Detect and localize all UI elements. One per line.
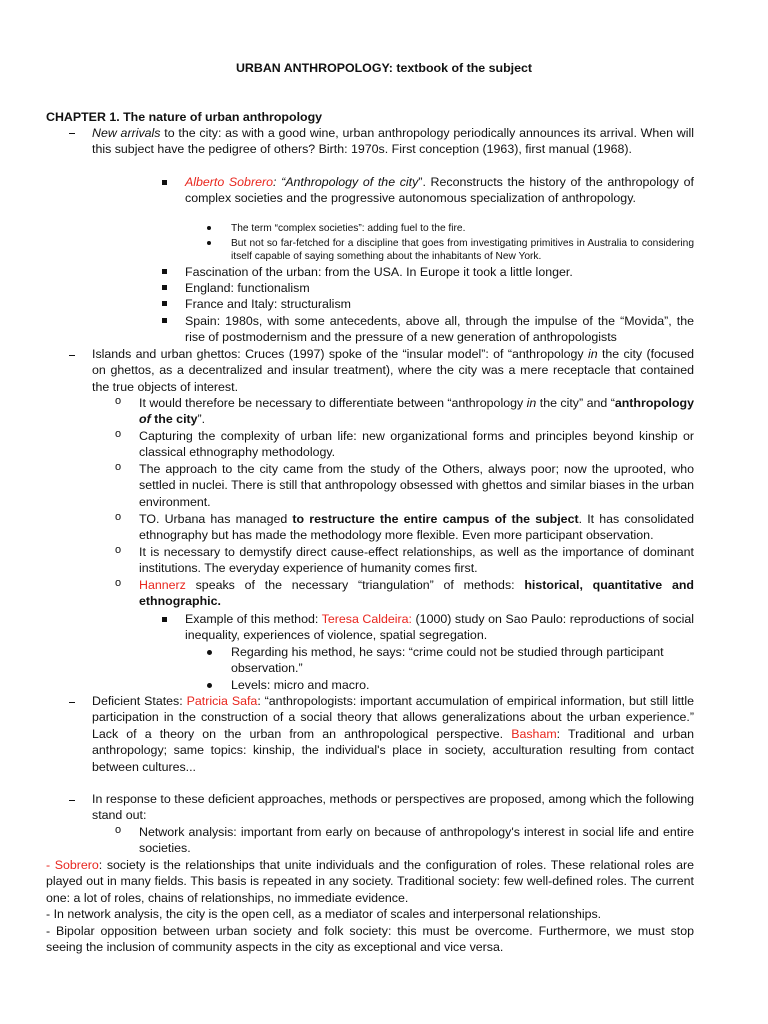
- circle-bullet-icon: o: [115, 461, 122, 473]
- circle-bullet-icon: o: [115, 395, 122, 407]
- paragraph-approach-others: The approach to the city came from the study of the Others, always poor; now the uprooted, who settled in nuclei. There is still that anthropology obsessed with ghettos and similar biases in the urban environment.: [139, 462, 694, 509]
- text-bold: the city: [150, 412, 198, 427]
- text-body: . It has consolidated ethnography but has made the methodology more flexible. Even more participant observation.: [139, 512, 695, 543]
- paragraph-complexity: Capturing the complexity of urban life: new organizational forms and principles beyond kinship or classical ethnography methodology.: [139, 429, 694, 460]
- author-name: - Sobrero: [46, 858, 99, 872]
- circle-bullet-icon: o: [115, 428, 122, 440]
- square-bullet-icon: [162, 180, 167, 185]
- text-of-italic: of: [139, 412, 151, 427]
- text-bold: to restructure the entire campus of the subject: [292, 512, 579, 526]
- paragraph-france-italy: France and Italy: structuralism: [185, 297, 351, 311]
- paragraph-new-arrivals: [92, 125, 694, 158]
- text-body: TO. Urbana has managed: [139, 512, 293, 526]
- text-body: ”.: [197, 412, 206, 427]
- paragraph-deficient-states: [92, 693, 694, 775]
- square-bullet-icon: [162, 269, 167, 274]
- text-body: to the city: as with a good wine, urban anthropology periodically announces its arrival. When will this subject have the pedigree of others? Birth: 1970s. First conception (1963), first manual (1968).: [92, 126, 694, 157]
- paragraph-demystify: It is necessary to demystify direct cause-effect relationships, as well as the importance of dominant institutions. The everyday experience of humanity comes first.: [139, 545, 694, 576]
- square-bullet-icon: [162, 301, 167, 306]
- paragraph-to-urbana: [139, 511, 694, 544]
- text-body: Deficient States:: [92, 694, 187, 708]
- disc-bullet-icon: [207, 226, 211, 230]
- paragraph-network-analysis: Network analysis: important from early on because of anthropology's interest in social life and entire societies.: [139, 825, 694, 856]
- text-colon: :: [273, 175, 282, 189]
- paragraph-levels: Levels: micro and macro.: [231, 678, 370, 692]
- paragraph-sobrero: [185, 174, 694, 207]
- text-body: : Traditional and urban anthropology; same topics: kinship, the individual's place in society, acculturation resulting from contact between cultures...: [92, 726, 694, 774]
- paragraph-islands-ghettos: [92, 346, 694, 395]
- circle-bullet-icon: o: [115, 577, 122, 589]
- disc-bullet-icon: [207, 683, 212, 688]
- text-body: speaks of the necessary “triangulation” of methods:: [185, 578, 525, 592]
- paragraph-england: England: functionalism: [185, 281, 310, 295]
- book-title: “Anthropology of the city: [281, 175, 419, 189]
- paragraph-bipolar: - Bipolar opposition between urban society and folk society: this must be overcome. Furthermore, we must stop seeing the inclusion of community aspects in the city as exceptional and vice versa.: [46, 924, 694, 955]
- dash-bullet-icon: [69, 355, 75, 356]
- text-body: (1000) study on Sao Paulo: reproductions of social inequality, experiences of violence, spatial segregation.: [185, 612, 694, 643]
- circle-bullet-icon: o: [115, 824, 122, 836]
- circle-bullet-icon: o: [115, 511, 122, 523]
- paragraph-regarding-method: Regarding his method, he says: “crime could not be studied through participant observation.”: [231, 645, 664, 676]
- author-name: Hannerz: [139, 578, 186, 592]
- document-title: URBAN ANTHROPOLOGY: textbook of the subject: [235, 61, 532, 75]
- text-body: ”. Reconstructs the history of the anthropology of complex societies and the progressive autonomous specialization of anthropology.: [185, 175, 694, 206]
- paragraph-complex-societies: The term “complex societies”: adding fuel to the fire.: [231, 223, 466, 234]
- dash-bullet-icon: [69, 133, 75, 134]
- text-in-italic: in: [587, 347, 598, 361]
- text-in-italic: in: [526, 396, 537, 410]
- author-name: Alberto Sobrero: [185, 175, 273, 189]
- text-new-arrivals: New arrivals: [92, 126, 161, 140]
- paragraph-differentiate: [139, 395, 694, 428]
- text-body: It would therefore be necessary to differentiate between “anthropology: [139, 396, 527, 410]
- paragraph-sobrero-society: [46, 857, 694, 906]
- circle-bullet-icon: o: [115, 544, 122, 556]
- chapter-heading: CHAPTER 1. The nature of urban anthropology: [46, 110, 323, 124]
- paragraph-spain: Spain: 1980s, with some antecedents, above all, through the impulse of the “Movida”, the rise of postmodernism and the pressure of a new generation of anthropologists: [185, 314, 694, 345]
- paragraph-response: In response to these deficient approaches, methods or perspectives are proposed, among which the following stand out:: [92, 792, 694, 823]
- paragraph-not-far-fetched: But not so far-fetched for a discipline that goes from investigating primitives in Australia to considering itself capable of saying something about the inhabitants of New York.: [231, 238, 694, 262]
- text-body: the city” and “: [536, 396, 615, 410]
- text-body: : “anthropologists: important accumulation of empirical information, but still little participation in the construction of a social theory that allows generalizations about the urban experience.” Lack of a theory on the urban from an anthropological perspective.: [92, 694, 694, 741]
- text-body: Islands and urban ghettos: Cruces (1997) spoke of the “insular model”: of “anthropology: [92, 347, 588, 361]
- paragraph-fascination: Fascination of the urban: from the USA. In Europe it took a little longer.: [185, 265, 573, 279]
- text-body: : society is the relationships that unite individuals and the configuration of roles. These relational roles are played out in many fields. This basis is repeated in any society. Traditional society: few well-defined roles. The current one: a lot of roles, chains of relationships, no immediate evidence.: [46, 858, 694, 905]
- text-body: Example of this method:: [185, 612, 322, 626]
- author-name: Patricia Safa: [186, 694, 258, 708]
- square-bullet-icon: [162, 318, 167, 323]
- disc-bullet-icon: [207, 241, 211, 245]
- text-bold: anthropology: [614, 396, 694, 410]
- paragraph-caldeira: [185, 611, 694, 644]
- dash-bullet-icon: [69, 800, 75, 801]
- square-bullet-icon: [162, 617, 167, 622]
- dash-bullet-icon: [69, 702, 75, 703]
- text-bold: historical, quantitative and ethnographic.: [139, 578, 694, 609]
- text-body: the city (focused on ghettos, as a decentralized and insular treatment), where the city was a mere receptacle that contained the true objects of interest.: [92, 347, 694, 394]
- disc-bullet-icon: [207, 650, 212, 655]
- paragraph-network-city: - In network analysis, the city is the open cell, as a mediator of scales and interpersonal relationships.: [46, 907, 602, 921]
- author-name: Basham: [511, 726, 557, 741]
- author-name: Teresa Caldeira:: [321, 612, 412, 626]
- paragraph-hannerz: [139, 577, 694, 610]
- square-bullet-icon: [162, 285, 167, 290]
